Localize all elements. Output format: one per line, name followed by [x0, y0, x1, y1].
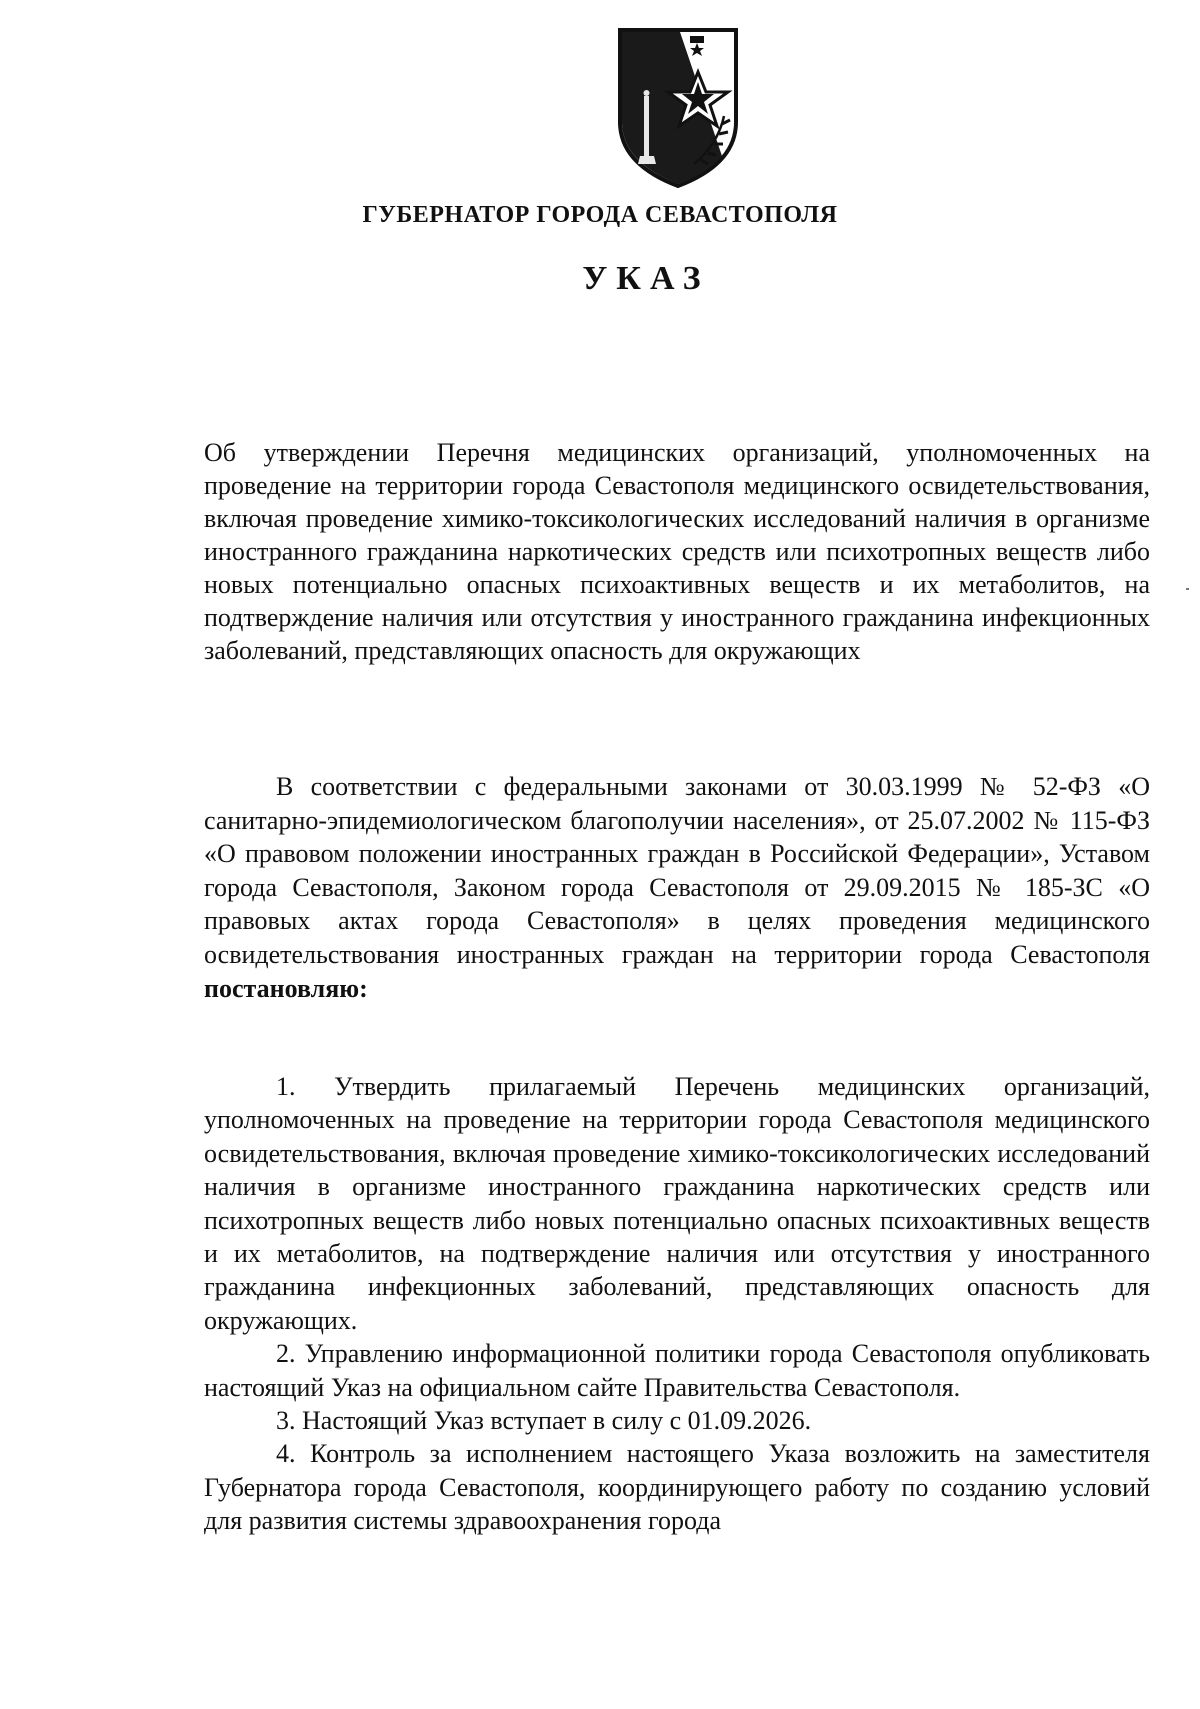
clause-2: 2. Управлению информационной политики города Севастополя опубликовать настоящий Указ на официальном сайте Правительства Севастополя. — [204, 1339, 1150, 1402]
clause-4: 4. Контроль за исполнением настоящего Указа возложить на заместителя Губернатора города Севастополя, координирующего работу по созданию условий для развития системы здравоохранения города — [204, 1439, 1150, 1536]
preamble-text: В соответствии с федеральными законами от 30.03.1999 № 52-ФЗ «О санитарно-эпидемиологическом благополучии населения», от 25.07.2002 № 115-ФЗ «О правовом положении иностранных граждан в Российской Федерации», Уставом города Севастополя, Законом города Севастополя от 29.09.2015 № 185-ЗС «О правовых актах города Севастополя» в целях проведения медицинского освидетельствования иностранных граждан на территории города Севастополя — [204, 772, 1150, 969]
sevastopol-coat-of-arms-icon — [614, 26, 742, 190]
document-type-heading: УКАЗ — [582, 260, 710, 297]
clause-1: 1. Утвердить прилагаемый Перечень медицинских организаций, уполномоченных на проведение на территории города Севастополя медицинского освидетельствования, включая проведение химико-токсикологических исследований наличия в организме иностранного гражданина наркотических средств или психотропных веществ либо новых потенциально опасных психоактивных веществ и их метаболитов, на подтверждение наличия или отсутствия у иностранного гражданина инфекционных заболеваний, представляющих опасность для окружающих. — [204, 1072, 1150, 1335]
decree-title: Об утверждении Перечня медицинских организаций, уполномоченных на проведение на территории города Севастополя медицинского освидетельствования, включая проведение химико-токсикологических исследований наличия в организме иностранного гражданина наркотических средств или психотропных веществ либо новых потенциально опасных психоактивных веществ и их метаболитов, на подтверждение наличия или отсутствия у иностранного гражданина инфекционных заболеваний, представляющих опасность для окружающих — [204, 438, 1150, 665]
scan-speck — [1186, 588, 1189, 590]
clause-3: 3. Настоящий Указ вступает в силу с 01.09.2026. — [276, 1406, 812, 1436]
decree-clauses — [204, 1070, 1150, 1538]
decree-word: постановляю: — [204, 973, 368, 1003]
issuing-authority: ГУБЕРНАТОР ГОРОДА СЕВАСТОПОЛЯ — [362, 202, 838, 228]
decree-preamble — [204, 770, 1150, 1005]
